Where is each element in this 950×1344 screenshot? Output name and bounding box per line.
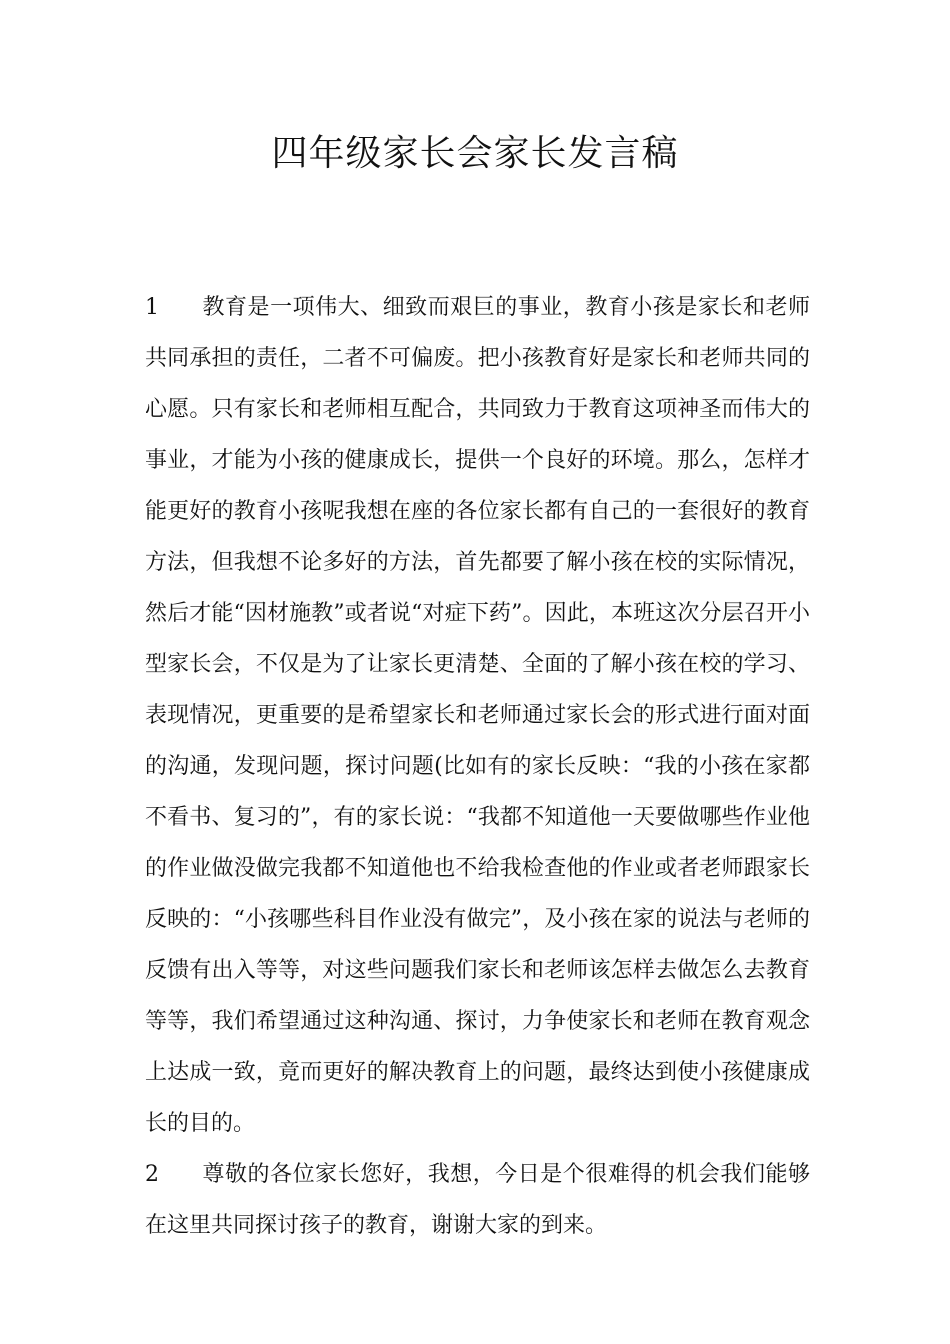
document-title: 四年级家长会家长发言稿 [271,133,679,174]
paragraph-text: 教育是一项伟大、细致而艰巨的事业，教育小孩是家长和老师共同承担的责任，二者不可偏废。把小孩教育好是家长和老师共同的心愿。只有家长和老师相互配合，共同致力于教育这项神圣而伟大的事业，才能为小孩的健康成长，提供一个良好的环境。那么，怎样才能更好的教育小孩呢我想在座的各位家长都有自己的一套很好的教育方法，但我想不论多好的方法，首先都要了解小孩在校的实际情况，然后才能“因材施教”或者说“对症下药”。因此，本班这次分层召开小型家长会，不仅是为了让家长更清楚、全面的了解小孩在校的学习、表现情况，更重要的是希望家长和老师通过家长会的形式进行面对面的沟通，发现问题，探讨问题(比如有的家长反映：“我的小孩在家都不看书、复习的”，有的家长说：“我都不知道他一天要做哪些作业他的作业做没做完我都不知道他也不给我检查他的作业或者老师跟家长反映的：“小孩哪些科目作业没有做完”，及小孩在家的说法与老师的反馈有出入等等，对这些问题我们家长和老师该怎样去做怎么去教育等等，我们希望通过这种沟通、探讨，力争使家长和老师在教育观念上达成一致，竟而更好的解决教育上的问题，最终达到使小孩健康成长的目的。 [145,295,810,1136]
paragraph-1 [145,282,810,1149]
paragraph-number: 1 [145,295,159,320]
paragraph-2 [145,1149,810,1251]
paragraph-number: 2 [145,1162,159,1187]
document-body [145,282,810,1251]
paragraph-text: 尊敬的各位家长您好，我想，今日是个很难得的机会我们能够在这里共同探讨孩子的教育，谢谢大家的到来。 [145,1162,810,1238]
